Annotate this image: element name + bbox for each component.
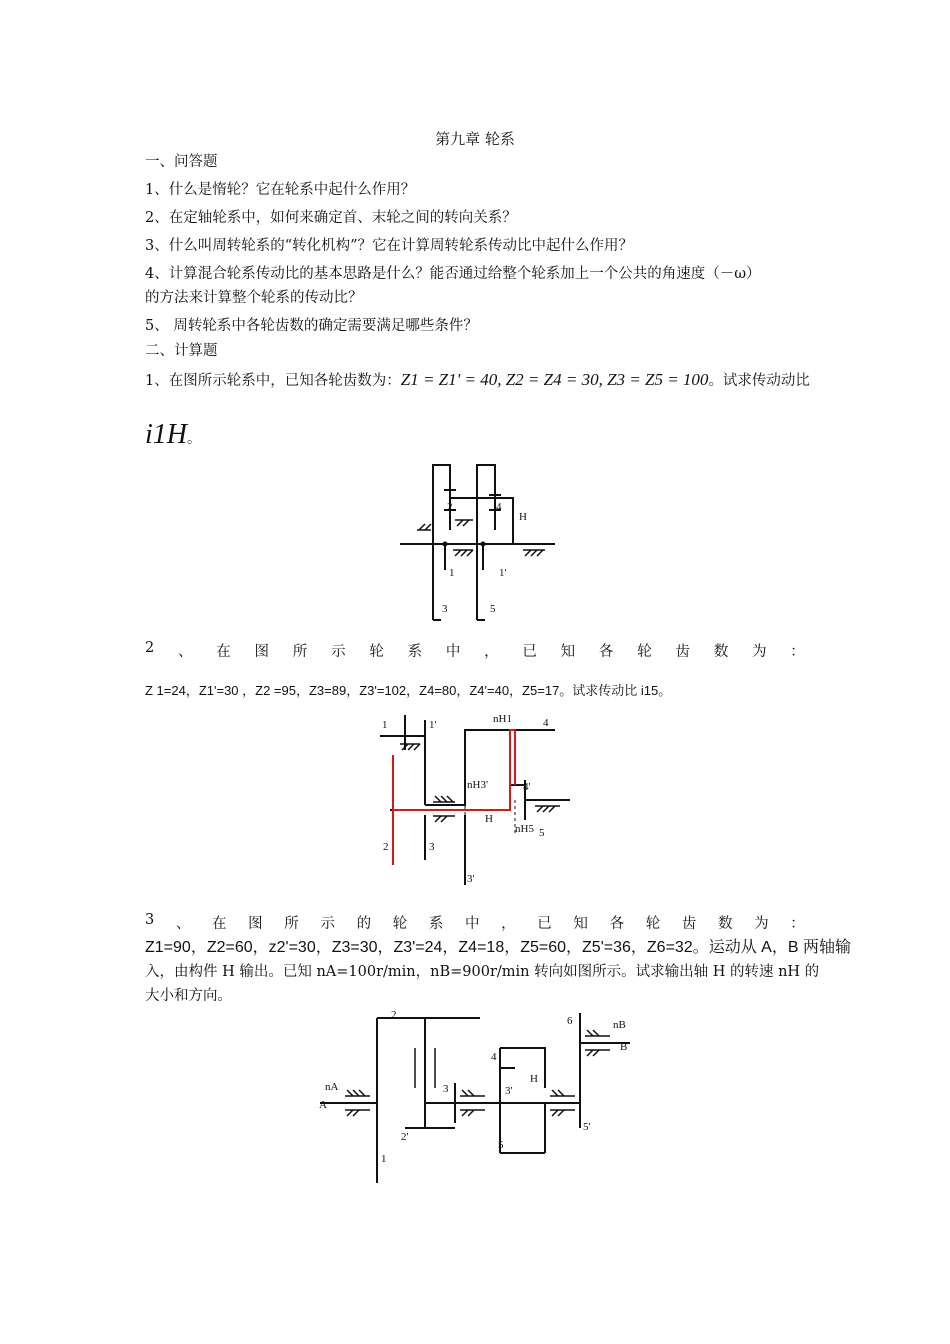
fig3-label-2p: 2' [401, 1131, 409, 1143]
fig1-label-3: 3 [442, 603, 448, 615]
fig1-label-1p: 1' [499, 567, 507, 579]
fig3-label-5p: 5' [583, 1121, 591, 1133]
problem-2-lead-char: 已 [522, 644, 537, 660]
fig2-label-nH5: nH5 [515, 823, 534, 835]
figure-2 [375, 710, 575, 892]
problem-3-lead-char: 知 [573, 916, 588, 932]
fig1-label-H: H [519, 511, 527, 523]
problem-3-lead-char: 中 [465, 916, 480, 932]
problem-1-end: 。 [187, 431, 201, 447]
problem-1-line [145, 370, 810, 391]
fig3-label-4: 4 [491, 1051, 497, 1063]
question-1: 1、什么是惰轮？它在轮系中起什么作用？ [145, 182, 416, 198]
problem-2-lead-char: 系 [407, 644, 423, 660]
fig2-label-1p: 1' [429, 719, 437, 731]
problem-1-tail: 。试求传动动比 [708, 373, 810, 389]
problem-3-values-a: Z1=90，Z2=60，z2'=30，Z3=30，Z3'=24，Z4=18，Z5=60，Z5'=36，Z6=32。运动从 A，B 两轴输 [145, 939, 851, 956]
problem-3-values-2: 入，由构件 H 输出。已知 nA=100r/min，nB=900r/min 转向如图所示。试求输出轴 H 的转速 nH 的 [145, 964, 820, 980]
fig3-label-1: 1 [381, 1153, 387, 1165]
fig2-label-nH1: nH1 [493, 713, 512, 725]
section-heading-qa: 一、问答题 [145, 154, 218, 170]
problem-3-lead-char: 数 [717, 916, 733, 932]
fig2-label-3: 3 [429, 841, 435, 853]
problem-2-lead-char: ， [484, 644, 499, 660]
fig3-label-B: B [620, 1041, 628, 1053]
fig2-label-4: 4 [543, 717, 549, 729]
problem-1-lead: 1、在图所示轮系中，已知各轮齿数为： [145, 373, 401, 389]
problem-2-values: Z 1=24，Z1'=30 ，Z2 =95，Z3=89，Z3'=102，Z4=80，Z4'=40，Z5=17。试求传动比 i15。 [145, 683, 672, 698]
problem-2-lead-char: 所 [292, 644, 308, 660]
problem-3-values-3: 大小和方向。 [145, 988, 232, 1004]
problem-3-lead-char: 、 [175, 916, 191, 932]
fig1-label-4: 4 [496, 501, 502, 513]
fig3-label-nA: nA [325, 1081, 339, 1093]
question-4-line-2: 的方法来计算整个轮系的传动比？ [145, 290, 363, 306]
fig2-label-H: H [485, 813, 493, 825]
problem-2-lead-char: 2 [145, 640, 155, 656]
fig1-label-5: 5 [490, 603, 496, 615]
problem-2-lead [145, 640, 805, 661]
fig3-label-5: 5 [498, 1139, 504, 1151]
problem-3-lead-char: 3 [145, 912, 155, 928]
problem-1-ratio-line [145, 420, 201, 454]
problem-1-formula: Z1 = Z1' = 40, Z2 = Z4 = 30, Z3 = Z5 = 100 [400, 370, 709, 389]
question-5: 5、 周转轮系中各轮齿数的确定需要满足哪些条件？ [145, 318, 478, 334]
problem-3-lead-char: 轮 [645, 916, 661, 932]
fig3-label-A: A [319, 1099, 327, 1111]
fig2-label-1: 1 [382, 719, 388, 731]
fig2-label-4p: 4' [523, 781, 531, 793]
problem-2-lead-char: 中 [445, 644, 461, 660]
problem-3-lead-char: 已 [537, 916, 552, 932]
fig1-label-1: 1 [449, 567, 455, 579]
fig2-label-nH3p: nH3' [467, 779, 488, 791]
problem-3-lead [145, 912, 805, 933]
fig3-label-nB: nB [613, 1019, 626, 1031]
problem-3-lead-char: 为 [754, 916, 769, 932]
problem-2-lead-char: 轮 [369, 644, 384, 660]
problem-2-lead-char: 在 [216, 644, 231, 660]
fig3-label-2: 2 [391, 1009, 397, 1021]
problem-2-lead-char: 图 [254, 644, 270, 660]
problem-3-lead-char: 轮 [392, 916, 408, 932]
fig3-label-H: H [530, 1073, 538, 1085]
problem-2-lead-char: ： [790, 644, 805, 660]
problem-2-lead-char: 轮 [637, 644, 652, 660]
question-4-line-1: 4、计算混合轮系传动比的基本思路是什么？能否通过给整个轮系加上一个公共的角速度（－ω） [145, 266, 761, 282]
problem-3-lead-char: 各 [609, 916, 625, 932]
problem-3-lead-char: 齿 [681, 916, 697, 932]
problem-3-values-1 [145, 938, 851, 958]
fig2-label-5: 5 [539, 827, 545, 839]
fig1-label-2: 2 [447, 501, 453, 513]
fig3-label-3: 3 [443, 1083, 449, 1095]
problem-3-lead-char: 所 [284, 916, 299, 932]
problem-2-lead-char: 为 [751, 644, 767, 660]
problem-2-lead-char: 、 [178, 644, 193, 660]
problem-3-lead-char: 在 [212, 916, 227, 932]
question-3: 3、什么叫周转轮系的“转化机构”？它在计算周转轮系传动比中起什么作用？ [145, 238, 634, 254]
problem-2-lead-char: 数 [713, 644, 729, 660]
fig3-label-3p: 3' [505, 1085, 513, 1097]
fig3-label-6: 6 [567, 1015, 573, 1027]
problem-3-lead-char: 示 [320, 916, 335, 932]
fig2-label-3p: 3' [467, 873, 475, 885]
problem-2-lead-char: 知 [560, 644, 576, 660]
problem-2-lead-char: 齿 [675, 644, 690, 660]
problem-3-lead-char: 系 [428, 916, 444, 932]
section-heading-calc: 二、计算题 [145, 343, 218, 359]
problem-2-lead-char: 各 [598, 644, 614, 660]
problem-3-lead-char: 图 [248, 916, 263, 932]
chapter-title: 第九章 轮系 [435, 130, 515, 148]
question-2: 2、在定轴轮系中，如何来确定首、末轮之间的转向关系？ [145, 210, 517, 226]
problem-3-lead-char: ， [501, 916, 516, 932]
problem-3-lead-char: 的 [356, 916, 372, 932]
figure-1 [395, 460, 560, 625]
fig2-label-2: 2 [383, 841, 389, 853]
problem-2-lead-char: 示 [331, 644, 346, 660]
figure-3 [315, 1008, 645, 1188]
problem-3-lead-char: ： [790, 916, 805, 932]
problem-1-ratio: i1H [145, 419, 187, 450]
